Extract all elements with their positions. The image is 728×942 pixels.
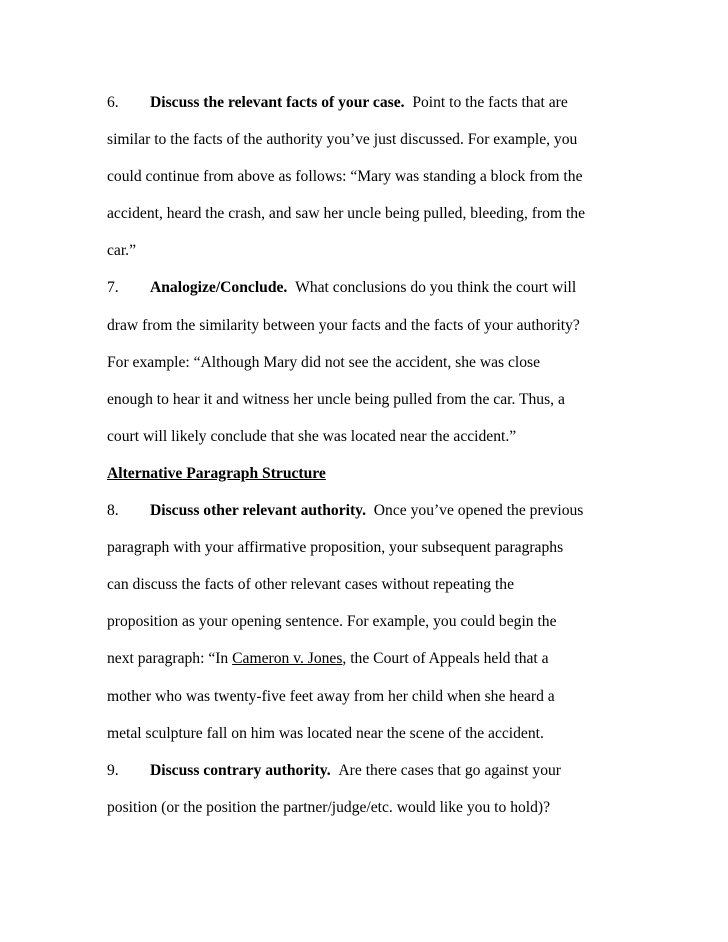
case-citation: Cameron v. Jones — [232, 650, 343, 668]
item-8-line-5 — [107, 640, 627, 677]
item-6-line-2: similar to the facts of the authority you’ve just discussed. For example, you — [107, 131, 578, 149]
item-7-line-5: court will likely conclude that she was located near the accident.” — [107, 427, 517, 445]
item-8-line-6: mother who was twenty-five feet away from her child when she heard a — [107, 687, 555, 705]
item-7-number: 7. — [107, 279, 119, 297]
item-7-heading: Analogize/Conclude. — [150, 279, 288, 297]
item-6-line-1 — [107, 84, 627, 121]
item-6-line-3: could continue from above as follows: “Mary was standing a block from the — [107, 168, 583, 186]
item-6-number: 6. — [107, 94, 119, 111]
item-6-text: Point to the facts that are — [412, 94, 568, 111]
item-8-line-1 — [107, 492, 627, 529]
item-9-heading: Discuss contrary authority. — [150, 761, 331, 779]
section-heading-line — [107, 455, 627, 492]
item-6-heading: Discuss the relevant facts of your case. — [150, 94, 405, 111]
item-8-line-3: can discuss the facts of other relevant cases without repeating the — [107, 576, 515, 594]
item-7-line-4: enough to hear it and witness her uncle being pulled from the car. Thus, a — [107, 390, 565, 408]
item-7-line-3: For example: “Although Mary did not see the accident, she was close — [107, 353, 541, 371]
item-9-line-1 — [107, 752, 627, 789]
item-8-number: 8. — [107, 502, 119, 520]
item-8-line-4: proposition as your opening sentence. For example, you could begin the — [107, 613, 557, 631]
item-9-line-2: position (or the position the partner/judge/etc. would like you to hold)? — [107, 798, 551, 816]
item-6-line-4: accident, heard the crash, and saw her uncle being pulled, bleeding, from the — [107, 205, 586, 223]
item-8-line-5-after: , the Court of Appeals held that a — [342, 650, 549, 668]
item-7-line-1 — [107, 269, 627, 306]
item-8-line-7: metal sculpture fall on him was located near the scene of the accident. — [107, 724, 544, 742]
item-8-heading: Discuss other relevant authority. — [150, 502, 366, 520]
item-9-text: Are there cases that go against your — [338, 761, 561, 779]
item-9-number: 9. — [107, 761, 119, 779]
item-8-line-2: paragraph with your affirmative proposition, your subsequent paragraphs — [107, 539, 564, 557]
document-body — [107, 84, 627, 826]
item-8-line-5-before: next paragraph: “In — [107, 650, 233, 668]
item-7-text: What conclusions do you think the court will — [295, 279, 577, 297]
item-6-line-5: car.” — [107, 242, 136, 260]
item-8-text: Once you’ve opened the previous — [373, 502, 584, 520]
section-heading: Alternative Paragraph Structure — [107, 464, 326, 482]
item-7-line-2: draw from the similarity between your facts and the facts of your authority? — [107, 316, 580, 334]
